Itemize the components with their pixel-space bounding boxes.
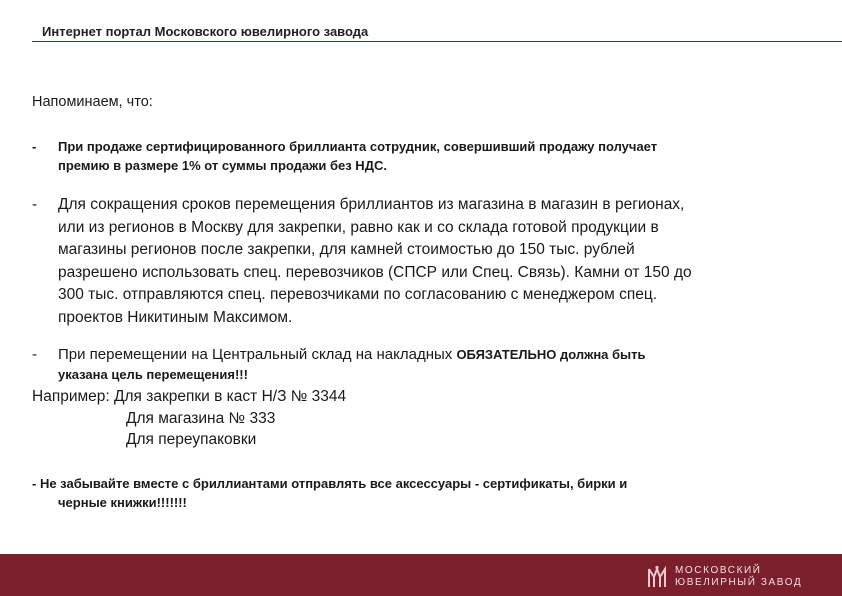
header-divider [32,41,842,42]
text-line: 300 тыс. отправляются спец. перевозчиками по согласованию с менеджером спец. [58,286,658,303]
example-block [32,386,346,451]
bullet: - [32,139,37,154]
note-line: - Не забывайте вместе с бриллиантами отправлять все аксессуары - сертификаты, бирки и [32,476,628,491]
company-logo-text [675,565,802,588]
plain-text: При перемещении на Центральный склад на накладных [58,346,457,363]
reminder-note [32,474,812,512]
list-item-text [58,345,646,385]
text-line: магазины регионов после закрепки, для камней стоимостью до 150 тыс. рублей [58,241,635,258]
logo-line: МОСКОВСКИЙ [675,565,762,576]
text-line: премию в размере 1% от суммы продажи без НДС. [58,158,387,173]
page-header-title: Интернет портал Московского ювелирного завода [42,24,369,39]
example-line: Например: Для закрепки в каст Н/З № 3344 [32,388,347,405]
example-line: Для магазина № 333 [126,409,276,427]
text-line: или из регионов в Москву для закрепки, равно как и со склада готовой продукции в [58,218,659,236]
text-line: При продаже сертифицированного бриллианта сотрудник, совершивший продажу получает [58,139,658,154]
emphasis-text: ОБЯЗАТЕЛЬНО должна быть [456,347,646,362]
text-line [58,345,646,365]
bullet: - [32,346,37,363]
intro-text: Напоминаем, что: [32,94,153,110]
text-line: разрешено использовать спец. перевозчиков (СПСР или Спец. Связь). Камни от 150 до [58,263,692,281]
list-item-text [58,194,692,329]
text-line: указана цель перемещения!!! [58,367,248,382]
note-line: черные книжки!!!!!!! [58,495,187,510]
text-line: Для сокращения сроков перемещения бриллиантов из магазина в магазин в регионах, [58,196,685,213]
example-line: Для переупаковки [126,431,257,448]
bullet: - [32,196,38,213]
logo-line: ЮВЕЛИРНЫЙ ЗАВОД [675,576,803,588]
text-line: проектов Никитиным Максимом. [58,308,293,326]
company-logo-icon [646,565,668,589]
list-item-text [58,137,657,175]
